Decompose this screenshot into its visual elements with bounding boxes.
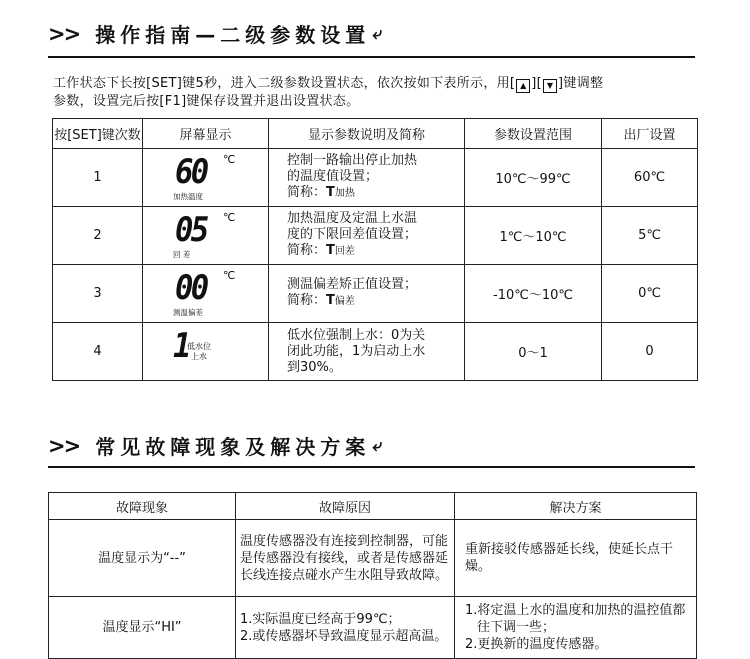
up-arrow-key-icon: ▲ bbox=[516, 79, 530, 93]
desc-line: 加热温度及定温上水温 bbox=[287, 211, 418, 226]
parameter-settings-table bbox=[52, 118, 698, 381]
section-title-settings: 操作指南—二级参数设置 bbox=[95, 23, 371, 47]
section-divider bbox=[48, 56, 695, 58]
hook-arrow-icon: ⤶ bbox=[372, 435, 382, 456]
table-row bbox=[49, 520, 697, 597]
param-description bbox=[269, 265, 465, 323]
column-header: 屏幕显示 bbox=[143, 119, 269, 149]
list-item: 2.或传感器坏导致温度显示超高温。 bbox=[240, 628, 448, 644]
desc-line: 闭此功能，1为启动上水 bbox=[287, 343, 426, 359]
list-item: 1.实际温度已经高于99℃； bbox=[240, 611, 401, 627]
factory-default: 0 bbox=[602, 323, 698, 381]
section-title-troubleshooting: 常见故障现象及解决方案 bbox=[95, 435, 371, 459]
screen-display bbox=[143, 207, 269, 265]
param-description bbox=[269, 149, 465, 207]
screen-display bbox=[143, 323, 269, 381]
factory-default: 60℃ bbox=[602, 149, 698, 207]
hook-arrow-icon: ⤶ bbox=[372, 23, 382, 44]
desc-line: 测温偏差矫正值设置； bbox=[287, 277, 418, 292]
segment-digits: 05 bbox=[175, 210, 207, 250]
double-chevron-icon: >> bbox=[48, 21, 80, 46]
fault-solution: 重新接驳传感器延长线，使延长点干燥。 bbox=[455, 520, 697, 597]
table-row bbox=[49, 597, 697, 659]
display-label: 低水位 上水 bbox=[187, 342, 211, 361]
table-row bbox=[53, 323, 698, 381]
param-range: -10℃～10℃ bbox=[465, 265, 602, 323]
press-count: 1 bbox=[53, 149, 143, 207]
unit-label: ℃ bbox=[223, 269, 236, 282]
fault-symptom: 温度显示为“--” bbox=[49, 520, 236, 597]
troubleshooting-table bbox=[48, 492, 697, 659]
factory-default: 0℃ bbox=[602, 265, 698, 323]
table-row bbox=[53, 149, 698, 207]
table-row bbox=[53, 265, 698, 323]
column-header: 按[SET]键次数 bbox=[53, 119, 143, 149]
intro-text: 参数，设置完后按[F1]键保存设置并退出设置状态。 bbox=[53, 94, 360, 109]
screen-display bbox=[143, 265, 269, 323]
segment-digits: 00 bbox=[175, 268, 207, 308]
desc-line: 的温度值设置； bbox=[287, 169, 379, 184]
column-header: 参数设置范围 bbox=[465, 119, 602, 149]
intro-text: ]键调整 bbox=[558, 76, 604, 91]
param-description bbox=[269, 207, 465, 265]
desc-line: 到30%。 bbox=[287, 359, 342, 375]
param-abbreviation: 简称：T加热 bbox=[287, 185, 355, 200]
column-header: 故障现象 bbox=[49, 493, 236, 520]
fault-solution bbox=[455, 597, 697, 659]
intro-text: ][ bbox=[531, 76, 543, 91]
param-abbreviation: 简称：T回差 bbox=[287, 243, 355, 258]
unit-label: ℃ bbox=[223, 153, 236, 166]
press-count: 2 bbox=[53, 207, 143, 265]
column-header: 显示参数说明及简称 bbox=[269, 119, 465, 149]
table-header-row bbox=[49, 493, 697, 520]
desc-line: 度的下限回差值设置； bbox=[287, 227, 418, 242]
screen-display bbox=[143, 149, 269, 207]
fault-symptom: 温度显示“HI” bbox=[49, 597, 236, 659]
section-header-troubleshooting bbox=[48, 431, 382, 460]
table-header-row bbox=[53, 119, 698, 149]
param-range: 0～1 bbox=[465, 323, 602, 381]
desc-line: 低水位强制上水：0为关 bbox=[287, 327, 426, 343]
fault-cause: 温度传感器没有连接到控制器，可能是传感器没有接线，或者是传感器延长线连接点碰水产生水阻导致故障。 bbox=[236, 520, 455, 597]
fault-cause bbox=[236, 597, 455, 659]
section-header-settings bbox=[48, 19, 382, 48]
press-count: 3 bbox=[53, 265, 143, 323]
table-row bbox=[53, 207, 698, 265]
column-header: 解决方案 bbox=[455, 493, 697, 520]
press-count: 4 bbox=[53, 323, 143, 381]
list-item: 1.将定温上水的温度和加热的温控值都往下调一些； bbox=[465, 603, 686, 635]
display-label: 加热温度 bbox=[173, 192, 203, 201]
display-label: 测温偏差 bbox=[173, 308, 203, 317]
desc-line: 控制一路输出停止加热 bbox=[287, 153, 418, 168]
param-range: 10℃～99℃ bbox=[465, 149, 602, 207]
factory-default: 5℃ bbox=[602, 207, 698, 265]
section-divider bbox=[48, 466, 695, 468]
list-item: 2.更换新的温度传感器。 bbox=[465, 637, 608, 652]
column-header: 故障原因 bbox=[236, 493, 455, 520]
segment-digits: 60 bbox=[175, 152, 207, 192]
double-chevron-icon: >> bbox=[48, 433, 80, 458]
param-abbreviation: 简称：T偏差 bbox=[287, 293, 355, 308]
intro-text: 工作状态下长按[SET]键5秒，进入二级参数设置状态，依次按如下表所示，用[ bbox=[53, 76, 516, 91]
param-range: 1℃～10℃ bbox=[465, 207, 602, 265]
down-arrow-key-icon: ▼ bbox=[543, 79, 557, 93]
column-header: 出厂设置 bbox=[602, 119, 698, 149]
segment-digits: 1 bbox=[173, 326, 189, 366]
intro-paragraph bbox=[53, 75, 703, 110]
param-description bbox=[269, 323, 465, 381]
display-label: 回 差 bbox=[173, 250, 191, 259]
unit-label: ℃ bbox=[223, 211, 236, 224]
